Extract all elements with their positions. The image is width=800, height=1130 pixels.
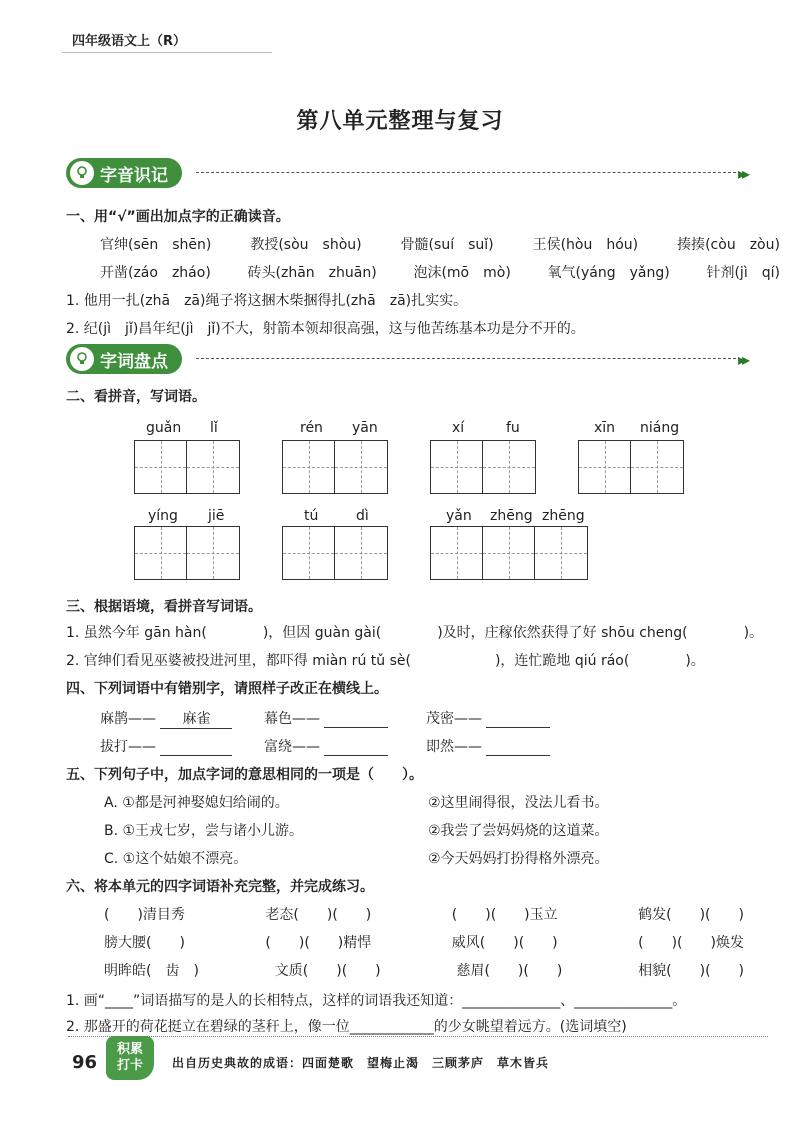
- q3-item2: 2. 官绅们看见巫婆被投进河里，都吓得 miàn rú tǔ sè( )，连忙跪地 qiú ráo( )。: [66, 653, 705, 669]
- q4-word: 茂密——: [426, 711, 482, 727]
- q1-row2-item: 砖头(zhān zhuān): [247, 265, 377, 281]
- q4-r1-c3: [426, 708, 550, 728]
- pinyin: yíng: [148, 508, 178, 524]
- q6-row3: [104, 960, 744, 980]
- pinyin: xí: [452, 420, 465, 436]
- q1-item1: 1. 他用一扎(zhā zā)绳子将这捆木柴捆得扎(zhā zā)扎实实。: [66, 293, 468, 309]
- writing-grid[interactable]: [282, 526, 388, 580]
- q5-option-a1: A. ①都是河神娶媳妇给闹的。: [104, 795, 289, 811]
- footer-divider: [68, 1036, 768, 1037]
- pinyin: guǎn: [146, 420, 182, 436]
- idiom-blank: 文质( )( ): [274, 963, 381, 979]
- idiom-blank: 老态( )( ): [265, 907, 372, 923]
- writing-grid[interactable]: [430, 526, 588, 580]
- pinyin: dì: [356, 508, 369, 524]
- page-number: 96: [72, 1052, 98, 1073]
- q3-item1: 1. 虽然今年 gān hàn( )，但因 guàn gài( )及时，庄稼依然获得了好 shōu cheng( )。: [66, 625, 764, 641]
- q5-option-c2: ②今天妈妈打扮得格外漂亮。: [428, 851, 609, 867]
- q6-item1: 1. 画“____”词语描写的是人的长相特点，这样的词语我还知道：______________、______________。: [66, 993, 687, 1009]
- section-dash-1: [196, 172, 736, 173]
- idiom-blank: 威风( )( ): [451, 935, 558, 951]
- idiom-blank: ( )( )精悍: [265, 935, 372, 951]
- q5-option-b1: B. ①王戎七岁，尝与诸小儿游。: [104, 823, 304, 839]
- q6-row2: [104, 932, 744, 952]
- q4-word: 富绕——: [264, 739, 320, 755]
- section-banner-2: [66, 344, 756, 374]
- idiom-blank: 相貌( )( ): [638, 963, 744, 979]
- section-dash-2: [196, 358, 736, 359]
- writing-grid[interactable]: [134, 526, 240, 580]
- idiom-blank: 鹤发( )( ): [638, 907, 744, 923]
- section-title-2: 字词盘点: [100, 351, 168, 372]
- pinyin: yān: [352, 420, 378, 436]
- double-arrow-icon: ▸▸: [738, 164, 747, 183]
- section-title-1: 字音识记: [100, 165, 168, 186]
- answer-line[interactable]: [324, 739, 388, 756]
- idiom-blank: ( )( )焕发: [638, 935, 744, 951]
- idiom-blank: ( )( )玉立: [451, 907, 558, 923]
- header-tag: 四年级语文上（R）: [72, 34, 187, 49]
- idiom-blank: 膀大腰( ): [104, 935, 185, 951]
- pinyin: rén: [300, 420, 323, 436]
- q4-r1-c1: [100, 708, 232, 729]
- answer-line[interactable]: [160, 739, 232, 756]
- writing-grid[interactable]: [134, 440, 240, 494]
- q1-row1-item: 揍揍(còu zòu): [677, 237, 780, 253]
- q1-row2-item: 针剂(jì qí): [706, 265, 780, 281]
- q4-r2-c1: [100, 736, 232, 756]
- q1-row2: [100, 262, 780, 282]
- answer-line[interactable]: 麻雀: [160, 708, 232, 729]
- q2-heading: 二、看拼音，写词语。: [66, 389, 206, 405]
- writing-grid[interactable]: [578, 440, 684, 494]
- pinyin: zhēng: [490, 508, 533, 524]
- q1-row1-item: 王侯(hòu hóu): [532, 237, 639, 253]
- answer-line[interactable]: [486, 739, 550, 756]
- idiom-blank: 明眸皓( 齿 ): [104, 963, 199, 979]
- section-pill-1: [66, 158, 182, 188]
- writing-grid[interactable]: [430, 440, 536, 494]
- q1-row2-item: 开凿(záo zháo): [100, 265, 211, 281]
- answer-line[interactable]: [486, 711, 550, 728]
- double-arrow-icon: ▸▸: [738, 350, 747, 369]
- q3-heading: 三、根据语境，看拼音写词语。: [66, 599, 262, 615]
- q1-row2-item: 氧气(yáng yǎng): [547, 265, 670, 281]
- section-banner-1: [66, 158, 756, 188]
- pinyin: xīn: [594, 420, 616, 436]
- q4-word: 幕色——: [264, 711, 320, 727]
- q5-heading: 五、下列句子中，加点字词的意思相同的一项是（ ）。: [66, 767, 423, 783]
- q1-row1-item: 骨髓(suí suǐ): [400, 237, 494, 253]
- q1-row1-item: 官绅(sēn shēn): [100, 237, 212, 253]
- q4-r2-c3: [426, 736, 550, 756]
- badge-line1: 积累: [116, 1042, 143, 1057]
- idiom-blank: 慈眉( )( ): [456, 963, 563, 979]
- pinyin: niáng: [640, 420, 680, 436]
- section-pill-2: [66, 344, 182, 374]
- idiom-blank: ( )清目秀: [104, 907, 185, 923]
- q4-word: 麻鹊——: [100, 711, 156, 727]
- q5-option-b2: ②我尝了尝妈妈烧的这道菜。: [428, 823, 609, 839]
- lightbulb-icon: [70, 347, 94, 371]
- answer-line[interactable]: [324, 711, 388, 728]
- pinyin: jiē: [208, 508, 225, 524]
- lightbulb-icon: [70, 161, 94, 185]
- q1-row1-item: 教授(sòu shòu): [250, 237, 362, 253]
- q4-r2-c2: [264, 736, 388, 756]
- badge-line2: 打卡: [116, 1058, 143, 1073]
- q4-word: 拔打——: [100, 739, 156, 755]
- q1-row2-item: 泡沫(mō mò): [413, 265, 511, 281]
- footer-text: 出自历史典故的成语：四面楚歌 望梅止渴 三顾茅庐 草木皆兵: [172, 1056, 550, 1070]
- pinyin: lǐ: [210, 420, 218, 436]
- page-title: 第八单元整理与复习: [296, 109, 504, 134]
- header-divider: [62, 52, 272, 53]
- writing-grid[interactable]: [282, 440, 388, 494]
- q5-option-c1: C. ①这个姑娘不漂亮。: [104, 851, 248, 867]
- pinyin: tú: [304, 508, 319, 524]
- q4-r1-c2: [264, 708, 388, 728]
- q6-row1: [104, 904, 744, 924]
- q4-word: 即然——: [426, 739, 482, 755]
- pinyin: zhēng: [542, 508, 585, 524]
- q6-item2: 2. 那盛开的荷花挺立在碧绿的茎秆上，像一位____________的少女眺望着远方。(选词填空): [66, 1019, 627, 1035]
- pinyin: yǎn: [446, 508, 472, 524]
- q1-item2: 2. 纪(jì jǐ)昌年纪(jì jǐ)不大，射箭本领却很高强，这与他苦练基本功是分不开的。: [66, 321, 585, 337]
- q5-option-a2: ②这里闹得很，没法儿看书。: [428, 795, 609, 811]
- q4-heading: 四、下列词语中有错别字，请照样子改正在横线上。: [66, 681, 388, 697]
- footer-badge: [106, 1036, 154, 1080]
- q1-row1: [100, 234, 780, 254]
- q1-heading: 一、用“√”画出加点字的正确读音。: [66, 209, 290, 225]
- pinyin: fu: [506, 420, 520, 436]
- q6-heading: 六、将本单元的四字词语补充完整，并完成练习。: [66, 879, 374, 895]
